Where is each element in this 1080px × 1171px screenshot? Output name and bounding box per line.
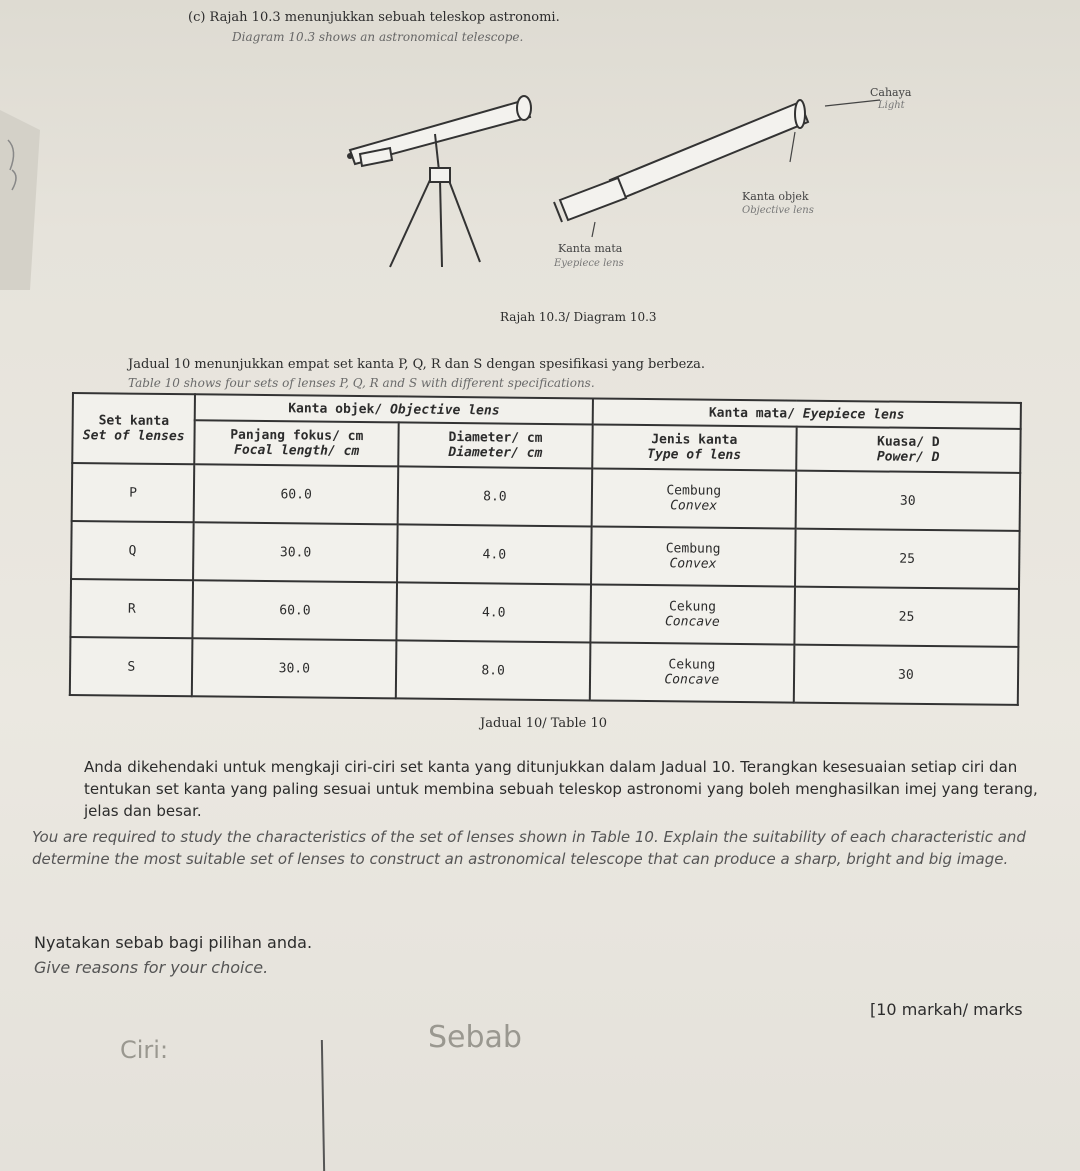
eyepiece-lens-label: Kanta mata — [558, 242, 623, 255]
cell-diameter: 4.0 — [397, 524, 591, 584]
header-objective-lens: Kanta objek/ Objective lens — [195, 394, 593, 424]
telescope-diagram — [330, 72, 960, 302]
header-set-of-lenses: Set kanta Set of lenses — [72, 393, 195, 464]
page-edge-shadow — [0, 110, 60, 290]
cell-focal-length: 30.0 — [193, 522, 397, 582]
cell-set: Q — [71, 521, 194, 580]
lens-specifications-table — [69, 392, 1022, 706]
handwritten-divider-line — [321, 1040, 325, 1171]
cell-diameter: 8.0 — [398, 466, 592, 526]
handwritten-reason-heading: Sebab — [428, 1020, 522, 1055]
cell-focal-length: 60.0 — [193, 580, 397, 640]
cell-set: S — [70, 637, 193, 696]
cell-set: R — [70, 579, 193, 638]
reason-prompt: Nyatakan sebab bagi pilihan anda. — [34, 933, 313, 952]
telescope-illustration — [330, 72, 960, 302]
question-label-en: Diagram 10.3 shows an astronomical telescope. — [232, 30, 524, 44]
table-intro: Jadual 10 menunjukkan empat set kanta P, Q, R dan S dengan spesifikasi yang berbeza. — [128, 357, 706, 372]
cell-diameter: 8.0 — [396, 640, 590, 700]
table-row — [72, 463, 1021, 531]
instruction-text: Anda dikehendaki untuk mengkaji ciri-ciri set kanta yang ditunjukkan dalam Jadual 10. Terangkan kesesuaian setiap ciri dan tentukan set kanta yang paling sesuai untuk membina sebuah teleskop astronomi yang boleh menghasilkan imej yang terang, jelas dan besar. — [84, 758, 1038, 820]
cell-power: 25 — [795, 529, 1020, 589]
diagram-caption: Rajah 10.3/ Diagram 10.3 — [500, 310, 657, 324]
cell-power: 30 — [793, 645, 1018, 705]
question-label: (c) Rajah 10.3 menunjukkan sebuah teleskop astronomi. — [188, 10, 560, 25]
cell-diameter: 4.0 — [397, 582, 591, 642]
table-row — [71, 521, 1020, 589]
header-type-of-lens: Jenis kanta Type of lens — [592, 424, 796, 470]
instruction-text-en: You are required to study the characteristics of the set of lenses shown in Table 10. Explain the suitability of each characteristic and determine the most suitable set of lenses to construct an astronomical telescope that can produce a sharp, bright and big image. — [32, 828, 1026, 868]
header-eyepiece-lens: Kanta mata/ Eyepiece lens — [593, 398, 1021, 428]
table-row — [70, 637, 1019, 705]
cell-lens-type: Cekung Concave — [590, 642, 794, 702]
cell-focal-length: 60.0 — [194, 464, 398, 524]
cell-lens-type: Cembung Convex — [591, 468, 795, 528]
cell-focal-length: 30.0 — [192, 638, 396, 698]
cell-power: 30 — [795, 471, 1020, 531]
reason-prompt-en: Give reasons for your choice. — [34, 958, 269, 977]
handwritten-characteristic-heading: Ciri: — [120, 1036, 169, 1064]
objective-lens-label-en: Objective lens — [742, 205, 814, 216]
marks-label: [10 markah/ marks — [870, 1000, 1023, 1019]
objective-lens-label: Kanta objek — [742, 190, 809, 203]
cell-lens-type: Cembung Convex — [591, 526, 795, 586]
light-label: Cahaya — [870, 86, 912, 99]
header-focal-length: Panjang fokus/ cm Focal length/ cm — [195, 420, 399, 466]
table-caption: Jadual 10/ Table 10 — [480, 716, 608, 731]
header-power: Kuasa/ D Power/ D — [796, 427, 1021, 473]
table-row — [70, 579, 1019, 647]
table-intro-en: Table 10 shows four sets of lenses P, Q, R and S with different specifications. — [128, 376, 595, 390]
eyepiece-lens-label-en: Eyepiece lens — [554, 258, 624, 269]
cell-power: 25 — [794, 587, 1019, 647]
cell-set: P — [72, 463, 195, 522]
header-diameter: Diameter/ cm Diameter/ cm — [398, 422, 592, 468]
cell-lens-type: Cekung Concave — [590, 584, 794, 644]
light-label-en: Light — [878, 100, 905, 111]
